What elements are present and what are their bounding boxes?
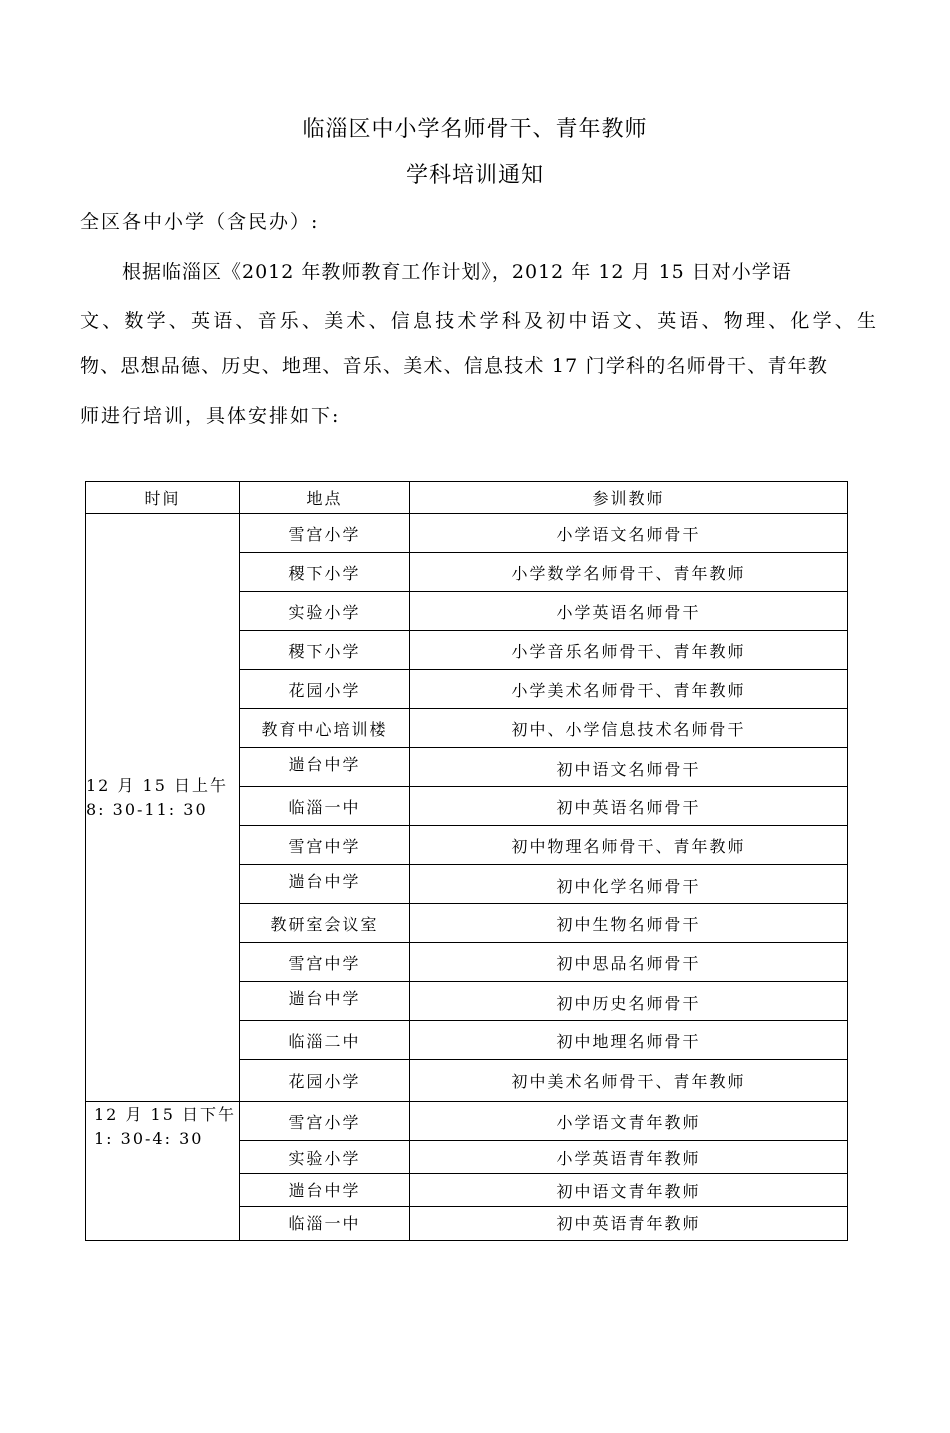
notice-subtitle: 学科培训通知 xyxy=(405,163,544,188)
teacher-cell: 初中生物名师骨干 xyxy=(410,904,848,943)
teacher-cell: 小学美术名师骨干、青年教师 xyxy=(410,670,848,709)
place-cell: 雪宫中学 xyxy=(240,943,410,982)
teacher-cell: 初中英语青年教师 xyxy=(410,1207,848,1241)
table-header-row xyxy=(86,482,848,514)
teacher-cell: 小学音乐名师骨干、青年教师 xyxy=(410,631,848,670)
teacher-cell: 初中英语名师骨干 xyxy=(410,787,848,826)
body-line-2: 文、数学、英语、音乐、美术、信息技术学科及初中语文、英语、物理、化学、生 xyxy=(80,310,880,332)
body-line-1: 根据临淄区《2012 年教师教育工作计划》，2012 年 12 月 15 日对小学语 xyxy=(122,261,792,283)
salutation: 全区各中小学（含民办）: xyxy=(80,211,320,233)
place-cell: 临淄一中 xyxy=(240,787,410,826)
teacher-cell: 小学语文名师骨干 xyxy=(410,514,848,553)
header-place: 地点 xyxy=(240,482,410,514)
place-cell: 雪宫小学 xyxy=(240,514,410,553)
body-line-3: 物、思想品德、历史、地理、音乐、美术、信息技术 17 门学科的名师骨干、青年教 xyxy=(80,355,829,377)
teacher-cell: 初中美术名师骨干、青年教师 xyxy=(410,1060,848,1102)
teacher-cell: 初中物理名师骨干、青年教师 xyxy=(410,826,848,865)
place-cell: 雪宫中学 xyxy=(240,826,410,865)
place-cell: 教育中心培训楼 xyxy=(240,709,410,748)
place-cell: 临淄一中 xyxy=(240,1207,410,1241)
teacher-cell: 初中化学名师骨干 xyxy=(410,865,848,904)
place-cell: 实验小学 xyxy=(240,592,410,631)
afternoon-date: 12 月 15 日下午 xyxy=(94,1105,236,1124)
afternoon-time-cell xyxy=(86,1102,240,1241)
teacher-cell: 初中、小学信息技术名师骨干 xyxy=(410,709,848,748)
place-cell: 花园小学 xyxy=(240,1060,410,1102)
teacher-cell: 小学数学名师骨干、青年教师 xyxy=(410,553,848,592)
teacher-cell: 小学英语名师骨干 xyxy=(410,592,848,631)
morning-time-cell xyxy=(86,514,240,1102)
teacher-cell: 初中语文青年教师 xyxy=(410,1174,848,1207)
place-cell: 遄台中学 xyxy=(240,748,410,787)
place-cell: 遄台中学 xyxy=(240,865,410,904)
afternoon-hours: 1: 30-4: 30 xyxy=(94,1129,204,1148)
table-row xyxy=(86,1102,848,1141)
teacher-cell: 小学语文青年教师 xyxy=(410,1102,848,1141)
morning-date: 12 月 15 日上午 xyxy=(86,776,228,795)
teacher-cell: 初中地理名师骨干 xyxy=(410,1021,848,1060)
place-cell: 遄台中学 xyxy=(240,1174,410,1207)
header-teachers: 参训教师 xyxy=(410,482,848,514)
teacher-cell: 初中历史名师骨干 xyxy=(410,982,848,1021)
teacher-cell: 小学英语青年教师 xyxy=(410,1141,848,1174)
place-cell: 实验小学 xyxy=(240,1141,410,1174)
place-cell: 临淄二中 xyxy=(240,1021,410,1060)
teacher-cell: 初中思品名师骨干 xyxy=(410,943,848,982)
body-line-4: 师进行培训，具体安排如下: xyxy=(80,405,341,427)
place-cell: 遄台中学 xyxy=(240,982,410,1021)
place-cell: 雪宫小学 xyxy=(240,1102,410,1141)
place-cell: 稷下小学 xyxy=(240,553,410,592)
morning-hours: 8: 30-11: 30 xyxy=(86,800,208,819)
place-cell: 花园小学 xyxy=(240,670,410,709)
table-row xyxy=(86,514,848,553)
place-cell: 稷下小学 xyxy=(240,631,410,670)
notice-title: 临淄区中小学名师骨干、青年教师 xyxy=(302,117,648,142)
header-time: 时间 xyxy=(86,482,240,514)
place-cell: 教研室会议室 xyxy=(240,904,410,943)
teacher-cell: 初中语文名师骨干 xyxy=(410,748,848,787)
schedule-table xyxy=(85,481,848,1241)
